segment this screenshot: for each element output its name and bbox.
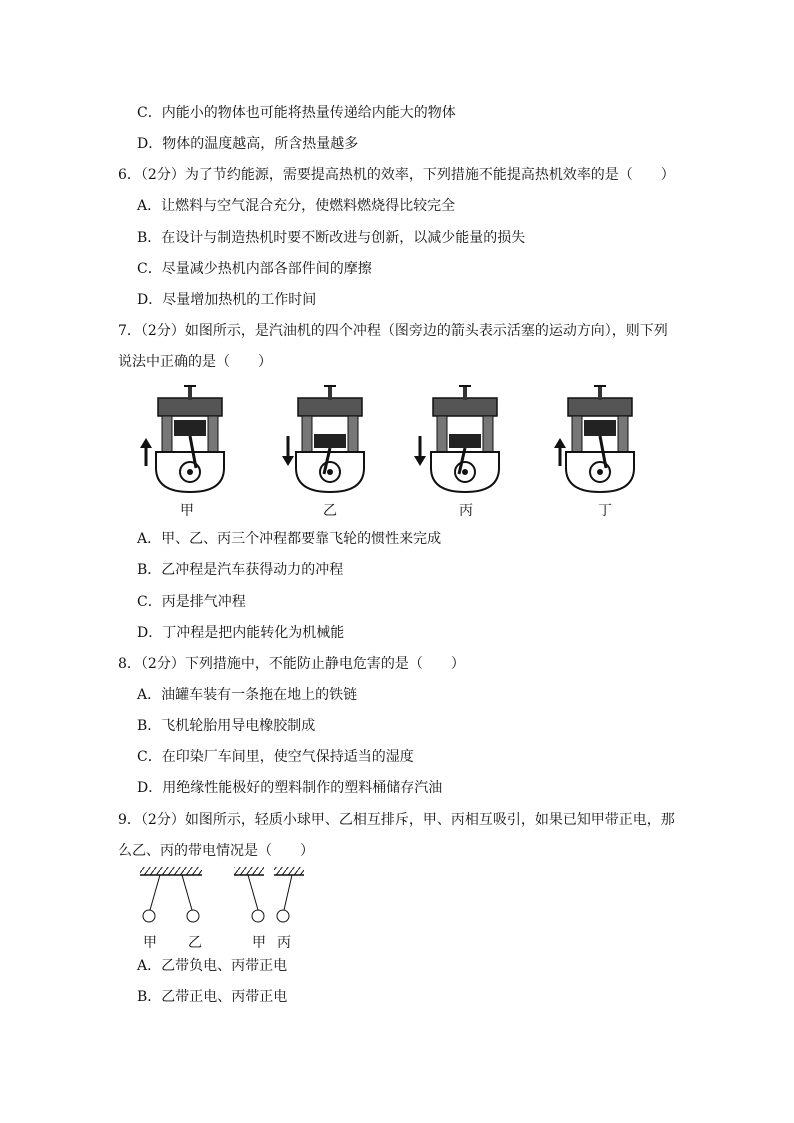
engine-label-yi: 乙 bbox=[323, 503, 337, 519]
q7-option-a: A．甲、乙、丙三个冲程都要靠飞轮的惯性来完成 bbox=[137, 531, 442, 547]
ball-label-bing: 丙 bbox=[277, 935, 291, 951]
ball-jia-right bbox=[252, 910, 264, 922]
engine-yi bbox=[282, 386, 364, 492]
ball-bing bbox=[277, 910, 289, 922]
q9-option-b: B．乙带正电、丙带正电 bbox=[137, 989, 288, 1005]
ball-label-yi: 乙 bbox=[188, 935, 202, 951]
q8-option-b: B．飞机轮胎用导电橡胶制成 bbox=[137, 718, 316, 734]
q8-option-a: A．油罐车装有一条拖在地上的铁链 bbox=[137, 687, 358, 703]
engine-strokes-figure bbox=[130, 380, 650, 500]
engine-jia bbox=[140, 386, 224, 492]
ball-label-jia-1: 甲 bbox=[143, 935, 157, 951]
q6-option-b: B．在设计与制造热机时要不断改进与创新，以减少能量的损失 bbox=[137, 230, 526, 246]
ball-jia-left bbox=[143, 910, 155, 922]
charged-balls-figure bbox=[130, 862, 330, 932]
engine-ding bbox=[554, 386, 634, 492]
ball-yi bbox=[187, 910, 199, 922]
engine-label-bing: 丙 bbox=[459, 503, 473, 519]
engine-label-ding: 丁 bbox=[598, 503, 612, 519]
q9-option-a: A．乙带负电、丙带正电 bbox=[137, 958, 288, 974]
q7-option-d: D．丁冲程是把内能转化为机械能 bbox=[137, 625, 345, 641]
q8-option-c: C．在印染厂车间里，使空气保持适当的湿度 bbox=[137, 749, 414, 765]
q7-option-b: B．乙冲程是汽车获得动力的冲程 bbox=[137, 562, 344, 578]
q6-option-a: A．让燃料与空气混合充分，使燃料燃烧得比较完全 bbox=[137, 198, 456, 214]
q7-stem-line2: 说法中正确的是（ ） bbox=[118, 354, 272, 370]
q7-stem-line1: 7．（2分）如图所示，是汽油机的四个冲程（图旁边的箭头表示活塞的运动方向），则下列 bbox=[118, 323, 668, 339]
q8-stem: 8．（2分）下列措施中，不能防止静电危害的是（ ） bbox=[118, 656, 465, 672]
q9-stem-line2: 么乙、丙的带电情况是（ ） bbox=[118, 843, 314, 859]
q6-stem: 6．（2分）为了节约能源，需要提高热机的效率，下列措施不能提高热机效率的是（ ） bbox=[118, 167, 675, 183]
engine-bing bbox=[414, 386, 499, 492]
q5-option-d: D．物体的温度越高，所含热量越多 bbox=[137, 136, 359, 152]
ball-label-jia-2: 甲 bbox=[252, 935, 266, 951]
q8-option-d: D．用绝缘性能极好的塑料制作的塑料桶储存汽油 bbox=[137, 780, 443, 796]
engine-label-jia: 甲 bbox=[180, 503, 194, 519]
q5-option-c: C．内能小的物体也可能将热量传递给内能大的物体 bbox=[137, 105, 456, 121]
q6-option-d: D．尽量增加热机的工作时间 bbox=[137, 292, 317, 308]
q7-option-c: C．丙是排气冲程 bbox=[137, 594, 246, 610]
q9-stem-line1: 9．（2分）如图所示，轻质小球甲、乙相互排斥，甲、丙相互吸引，如果已知甲带正电，那 bbox=[118, 812, 675, 828]
q6-option-c: C．尽量减少热机内部各部件间的摩擦 bbox=[137, 261, 372, 277]
